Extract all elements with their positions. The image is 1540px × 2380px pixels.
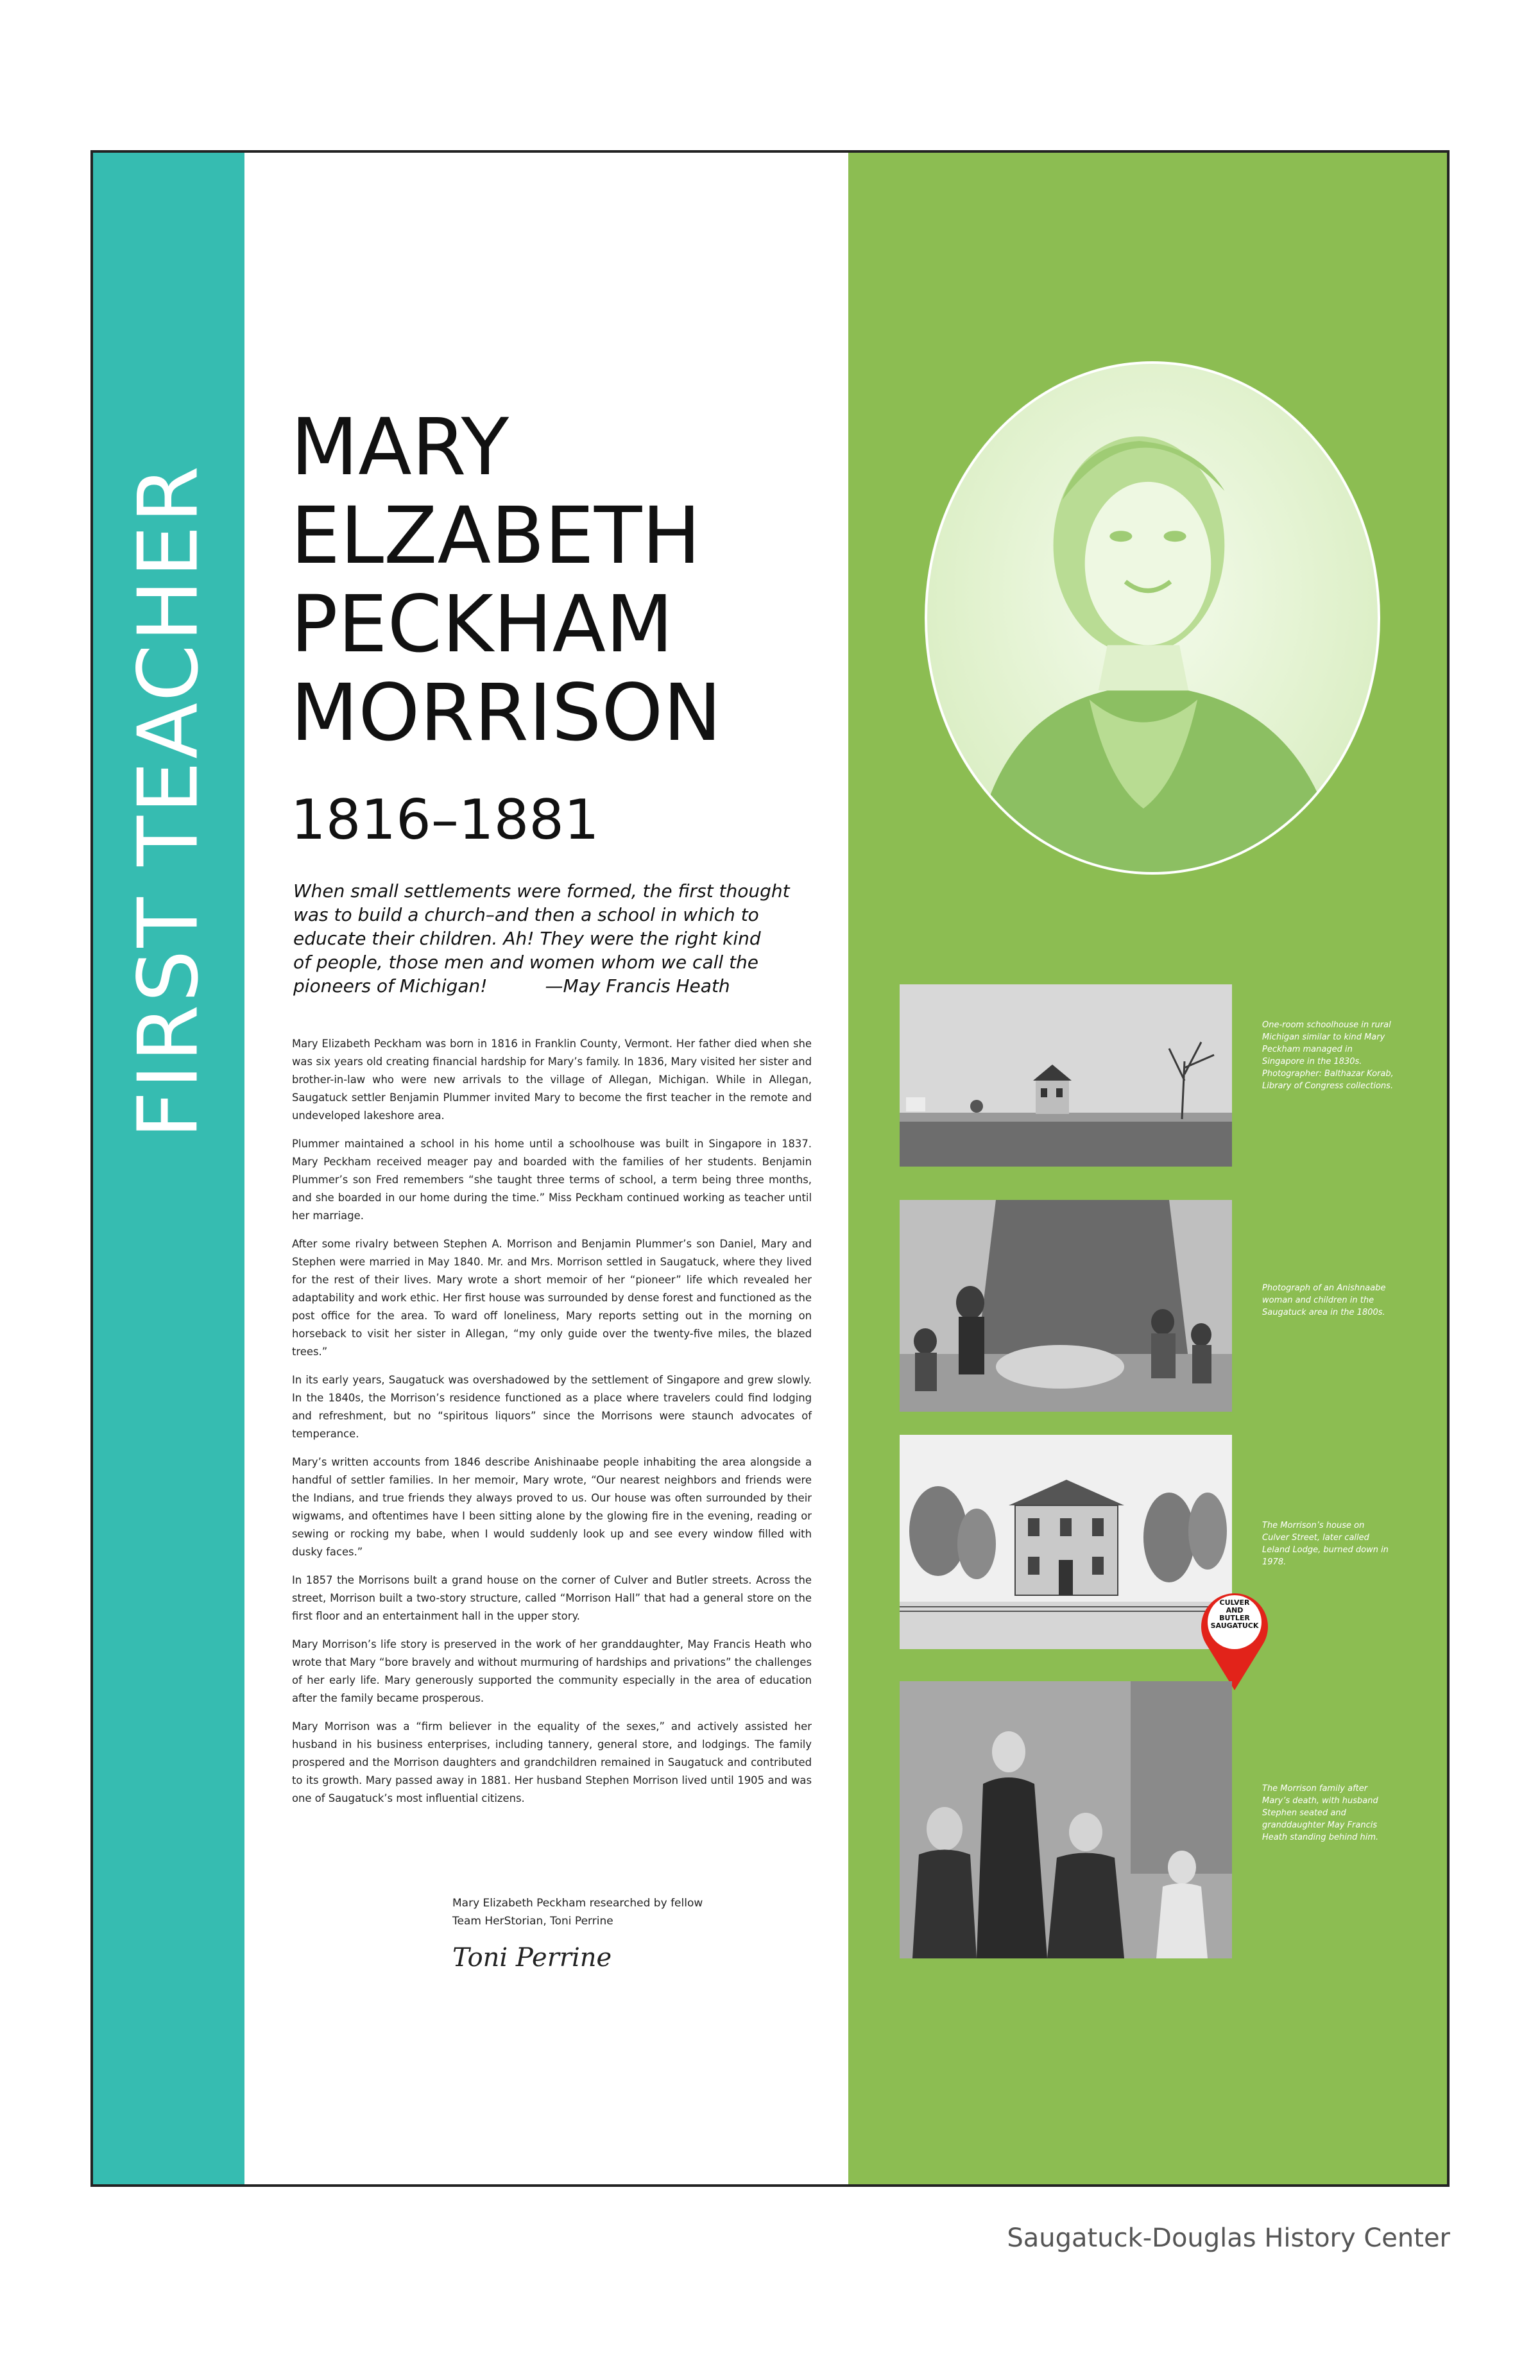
- caption-schoolhouse: One-room schoolhouse in rural Michigan similar to kind Mary Peckham managed in Singapore in the 1830s. Photographer: Balthazar Korab, Library of Congress collections.: [1262, 1020, 1394, 1091]
- credit-line: Team HerStorian, Toni Perrine: [452, 1915, 613, 1928]
- quote-line: When small settlements were formed, the first thought: [293, 880, 790, 902]
- name-line: ELZABETH: [291, 490, 701, 581]
- anishinaabe-illustration: [900, 1200, 1232, 1412]
- biography-text: [292, 1035, 812, 1818]
- signature: Toni Perrine: [452, 1943, 612, 1973]
- quote-line: pioneers of Michigan!: [293, 975, 488, 997]
- morrison-family-photo: [900, 1681, 1232, 1958]
- paragraph: Mary Morrison was a “firm believer in the equality of the sexes,” and actively assisted her husband in his business enterprises, including tannery, general store, and lodgings. The family prospered and the Morrison daughters and grandchildren remained in Saugatuck and contributed to its growth. Mary passed away in 1881. Her husband Stephen Morrison lived until 1905 and was one of Saugatuck’s most influential citizens.: [292, 1720, 812, 1804]
- life-years: 1816–1881: [291, 788, 599, 852]
- caption-anishinaabe: Photograph of an Anishnaabe woman and children in the Saugatuck area in the 1800s.: [1262, 1283, 1386, 1317]
- portrait-image: [925, 361, 1380, 875]
- pin-label-line: CULVER: [1219, 1598, 1250, 1607]
- portrait-illustration: [927, 364, 1378, 872]
- quote-line: of people, those men and women whom we call the: [293, 952, 759, 973]
- anishinaabe-photo: [900, 1200, 1232, 1412]
- quote-attribution: —May Francis Heath: [545, 975, 730, 997]
- paragraph: Mary Elizabeth Peckham was born in 1816 in Franklin County, Vermont. Her father died when she was six years old creating financial hardship for Mary’s family. In 1836, Mary visited her sister and brother-in-law who were new arrivals to the village of Allegan, Michigan. While in Allegan, Saugatuck settler Benjamin Plummer invited Mary to become the first teacher in the remote and undeveloped lakeshore area.: [292, 1038, 812, 1122]
- paragraph: Plummer maintained a school in his home until a schoolhouse was built in Singapore in 1837. Mary Peckham received meager pay and boarded with the families of her students. Benjamin Plummer’s son Fred remembers “she taught three terms of school, a term being three months, and she boarded in our home during the time.” Miss Peckham continued working as teacher until her marriage.: [292, 1138, 812, 1222]
- schoolhouse-illustration: [900, 984, 1232, 1167]
- paragraph: Mary Morrison’s life story is preserved in the work of her granddaughter, May Francis Heath who wrote that Mary “bore bravely and without murmuring of hardships and privations” the challenges of her early life. Mary generously supported the community especially in the area of education after the family became prosperous.: [292, 1638, 812, 1704]
- person-name: [291, 403, 722, 757]
- name-line: MORRISON: [291, 667, 722, 758]
- morrison-family-illustration: [900, 1681, 1232, 1958]
- pin-label-line: AND: [1226, 1606, 1244, 1614]
- name-line: MARY: [291, 402, 509, 493]
- location-pin-icon: [1190, 1582, 1279, 1691]
- footer-credit: Saugatuck-Douglas History Center: [1007, 2223, 1450, 2253]
- exhibit-poster: [90, 150, 1450, 2187]
- morrison-house-illustration: [900, 1435, 1232, 1649]
- caption-morrison-family: The Morrison family after Mary’s death, with husband Stephen seated and granddaughter May Francis Heath standing behind him.: [1262, 1784, 1379, 1842]
- paragraph: In 1857 the Morrisons built a grand house on the corner of Culver and Butler streets. Across the street, Morrison built a two-story structure, called “Morrison Hall” that had a general store on the first floor and an entertainment hall in the upper story.: [292, 1574, 812, 1622]
- quote-line: educate their children. Ah! They were the right kind: [293, 928, 761, 949]
- section-title: FIRST TEACHER: [121, 463, 217, 1139]
- paragraph: Mary’s written accounts from 1846 describe Anishinaabe people inhabiting the area alongside a handful of settler families. In her memoir, Mary wrote, “Our nearest neighbors and friends were the Indians, and true friends they always proved to us. Our house was often surrounded by their wigwams, and oftentimes have I been sitting alone by the glowing fire in the evening, reading or sewing or rocking my babe, when I would suddenly look up and see every window filled with dusky faces.”: [292, 1456, 812, 1558]
- research-credit: [452, 1894, 786, 1930]
- name-line: PECKHAM: [291, 579, 674, 670]
- pin-label-line: BUTLER: [1219, 1614, 1250, 1622]
- pin-label: [1202, 1599, 1267, 1630]
- side-banner: [93, 153, 244, 2184]
- image-panel: [848, 153, 1447, 2184]
- morrison-house-photo: [900, 1435, 1232, 1649]
- quote-line: was to build a church–and then a school in which to: [293, 904, 759, 925]
- quote: [293, 879, 807, 998]
- pin-label-line: SAUGATUCK: [1210, 1622, 1259, 1630]
- credit-line: Mary Elizabeth Peckham researched by fellow: [452, 1897, 703, 1910]
- schoolhouse-photo: [900, 984, 1232, 1167]
- paragraph: In its early years, Saugatuck was overshadowed by the settlement of Singapore and grew slowly. In the 1840s, the Morrison’s residence functioned as a place where travelers could find lodging and refreshment, but no “spiritous liquors” since the Morrisons were staunch advocates of temperance.: [292, 1374, 812, 1440]
- quote-line-last: [293, 974, 807, 998]
- paragraph: After some rivalry between Stephen A. Morrison and Benjamin Plummer’s son Daniel, Mary and Stephen were married in May 1840. Mr. and Mrs. Morrison settled in Saugatuck, where they lived for the rest of their lives. Mary wrote a short memoir of her “pioneer” life which revealed her adaptability and work ethic. Her first house was surrounded by dense forest and functioned as the post office for the area. To ward off loneliness, Mary reports setting out in the morning on horseback to visit her sister in Allegan, “my only guide over the twenty-five miles, the blazed trees.”: [292, 1238, 812, 1358]
- caption-morrison-house: The Morrison’s house on Culver Street, later called Leland Lodge, burned down in 1978.: [1262, 1521, 1389, 1567]
